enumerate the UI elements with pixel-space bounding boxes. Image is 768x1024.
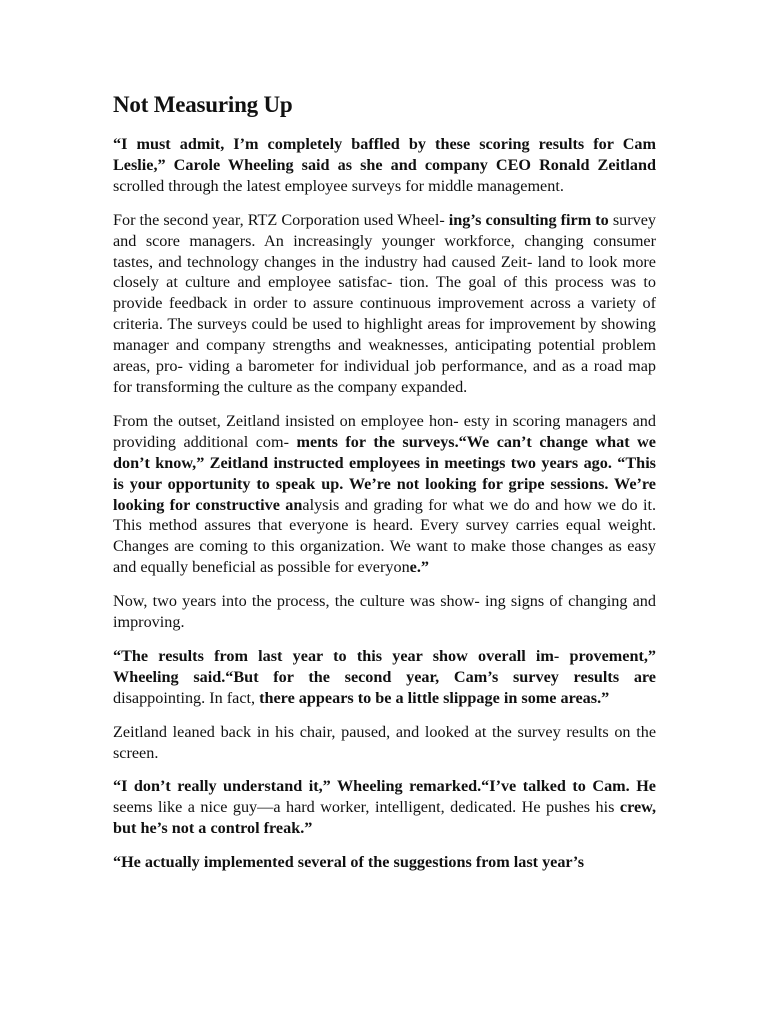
bold-text-run: crew, but he’s not a control freak.” [113,798,656,838]
text-run: For the second year, RTZ Corporation used Wheel- [113,210,449,229]
bold-text-run: “I don’t really understand it,” Wheeling remarked.“I’ve talked to Cam. He [113,777,656,796]
bold-text-run: ments for the surveys.“We can’t change what we don’t know,” Zeitland instructed employees in meetings two years ago. “This is your opportunity to speak up. We’re not looking for gripe sessions. We’re looking for constructive an [113,432,656,514]
paragraph [113,134,656,197]
text-run: scrolled through the latest employee surveys for middle management. [113,176,564,195]
bold-text-run: there appears to be a little slippage in some areas.” [259,688,610,707]
paragraph [113,852,656,873]
paragraph [113,722,656,764]
bold-text-run: “The results from last year to this year show overall im- provement,” Wheeling said.“But for the second year, Cam’s survey results are [113,646,656,686]
article-title: Not Measuring Up [113,92,293,117]
paragraph [113,776,656,839]
paragraph [113,646,656,709]
text-run: alysis and grading for what we do and how we do it. This method assures that everyone is heard. Every survey carries equal weight. Changes are coming to this organization. We want to make those changes as easy and equally beneficial as possible for everyon [113,495,657,577]
article-body [113,134,656,873]
bold-text-run: ing’s consulting firm to [448,210,609,229]
bold-text-run: “I must admit, I’m completely baffled by these scoring results for Cam Leslie,” Carole Wheeling said as she and company CEO Ronald Zeitland [113,135,656,174]
text-run: Zeitland leaned back in his chair, paused, and looked at the survey results on the screen. [113,722,656,762]
document-page [113,90,656,886]
text-run: survey and score managers. An increasingly younger workforce, changing consumer tastes, and technology changes in the industry had caused Zeit- land to look more closely at culture and employee satisfac- tion. The goal of this process was to provide feedback in order to assure continuous improvement across a variety of criteria. The surveys could be used to highlight areas for improvement by showing manager and company strengths and weaknesses, anticipating potential problem areas, pro- viding a barometer for individual job performance, and as a road map for transforming the culture as the company expanded. [113,210,656,396]
paragraph [113,411,656,578]
bold-text-run: e.” [409,558,429,577]
bold-text-run: “He actually implemented several of the suggestions from last year’s [113,853,585,872]
text-run: disappointing. In fact, [113,688,260,707]
text-run: From the outset, Zeitland insisted on employee hon- esty in scoring managers and providing additional com- [113,411,656,451]
paragraph [113,591,656,633]
paragraph [113,210,656,398]
text-run: Now, two years into the process, the culture was show- ing signs of changing and improving. [113,592,656,632]
text-run: seems like a nice guy—a hard worker, intelligent, dedicated. He pushes his [113,798,620,817]
